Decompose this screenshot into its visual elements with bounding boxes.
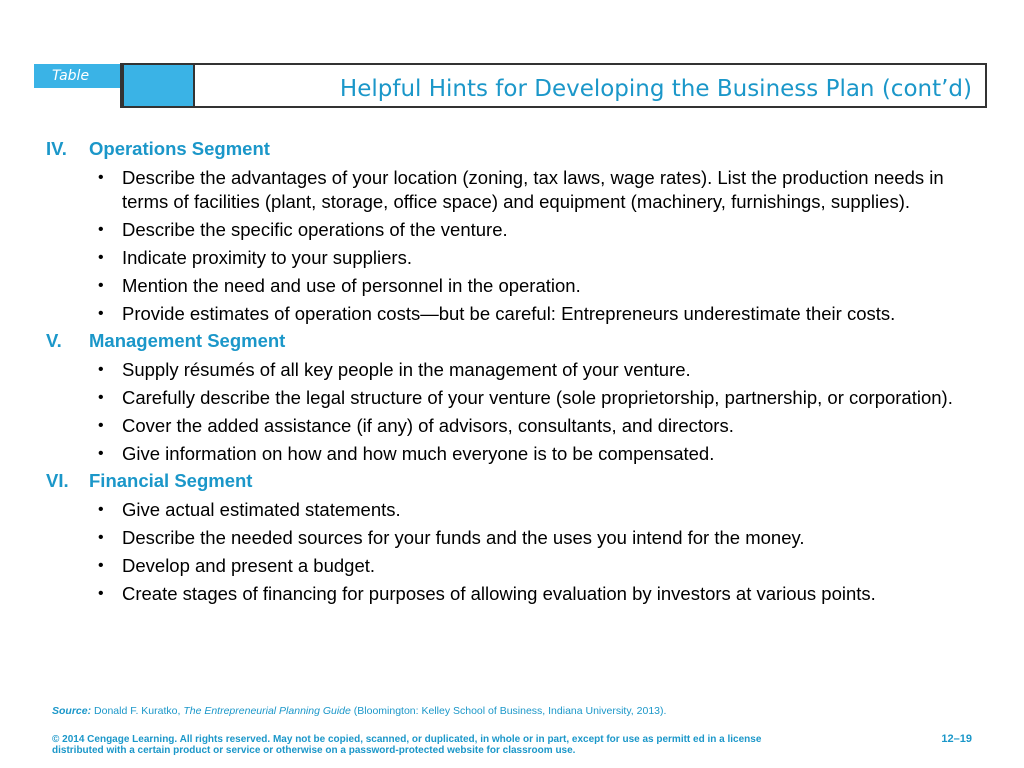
list-item-text: Carefully describe the legal structure of your venture (sole proprietorship, partnership, or corporation). [122,387,953,408]
section [46,330,976,466]
source-citation [52,705,666,717]
list-item [46,526,976,550]
list-item-text: Create stages of financing for purposes of allowing evaluation by investors at various points. [122,583,876,604]
copyright-footer: © 2014 Cengage Learning. All rights reserved. May not be copied, scanned, or duplicated, in whole or in part, except for use as permitt ed in a license distributed with a certain product or service or otherwise on a password-protected website for classroom use. [52,734,762,756]
section-number: IV. [46,138,67,159]
bullet-list [46,358,976,466]
list-item-text: Describe the needed sources for your funds and the uses you intend for the money. [122,527,805,548]
bullet-icon: • [98,169,104,186]
bullet-icon: • [98,529,104,546]
list-item-text: Indicate proximity to your suppliers. [122,247,412,268]
section-number: V. [46,330,62,351]
bullet-icon: • [98,249,104,266]
list-item [46,246,976,270]
bullet-icon: • [98,305,104,322]
list-item [46,358,976,382]
header-accent-block [120,63,195,108]
list-item [46,414,976,438]
section-title: Operations Segment [89,138,270,159]
page-number: 12–19 [941,733,972,745]
bullet-list [46,498,976,606]
content [46,138,976,610]
list-item [46,218,976,242]
list-item [46,166,976,214]
bullet-icon: • [98,445,104,462]
list-item [46,302,976,326]
list-item [46,582,976,606]
section-number: VI. [46,470,69,491]
source-details: (Bloomington: Kelley School of Business, Indiana University, 2013). [353,705,667,717]
list-item-text: Give actual estimated statements. [122,499,401,520]
source-book: The Entrepreneurial Planning Guide [183,705,351,717]
bullet-icon: • [98,417,104,434]
list-item-text: Cover the added assistance (if any) of advisors, consultants, and directors. [122,415,734,436]
list-item [46,274,976,298]
section-title: Financial Segment [89,470,253,491]
section-heading [46,470,976,498]
list-item-text: Mention the need and use of personnel in the operation. [122,275,581,296]
list-item [46,554,976,578]
bullet-icon: • [98,221,104,238]
bullet-icon: • [98,557,104,574]
section-title: Management Segment [89,330,286,351]
list-item-text: Supply résumés of all key people in the management of your venture. [122,359,691,380]
source-author: Donald F. Kuratko, [94,705,181,717]
list-item [46,386,976,410]
list-item-text: Describe the advantages of your location (zoning, tax laws, wage rates). List the production needs in terms of facilities (plant, storage, office space) and equipment (machinery, furnishings, supplies). [122,167,944,212]
bullet-list [46,166,976,326]
list-item-text: Give information on how and how much everyone is to be compensated. [122,443,715,464]
list-item [46,442,976,466]
bullet-icon: • [98,361,104,378]
list-item [46,498,976,522]
bullet-icon: • [98,389,104,406]
bullet-icon: • [98,585,104,602]
page-title: Helpful Hints for Developing the Business Plan (cont’d) [339,76,972,102]
bullet-icon: • [98,277,104,294]
table-tag: Table [34,64,120,88]
section [46,470,976,606]
bullet-icon: • [98,501,104,518]
section [46,138,976,326]
list-item-text: Develop and present a budget. [122,555,376,576]
source-label: Source: [52,705,92,717]
section-heading [46,138,976,166]
list-item-text: Describe the specific operations of the venture. [122,219,508,240]
section-heading [46,330,976,358]
list-item-text: Provide estimates of operation costs—but be careful: Entrepreneurs underestimate their costs. [122,303,896,324]
